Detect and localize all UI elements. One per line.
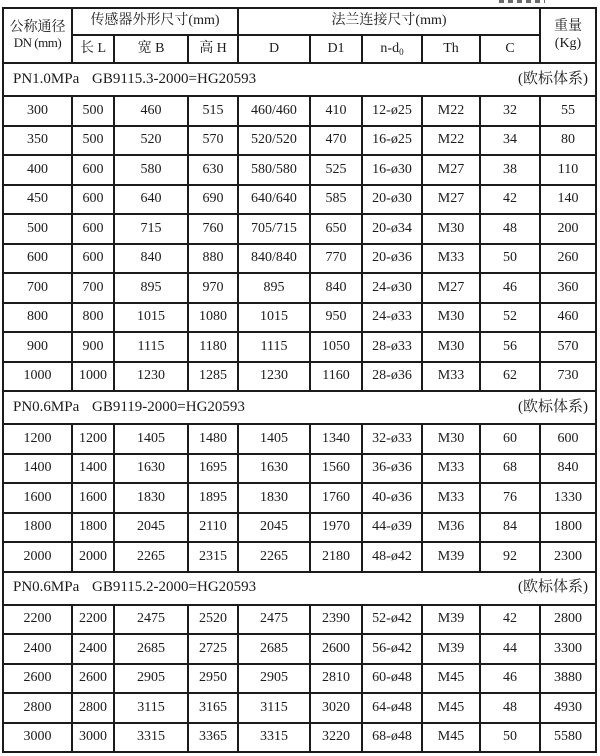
table-row [3, 244, 596, 274]
cell-d: 1830 [238, 483, 310, 513]
cell-dn: 2200 [3, 605, 72, 635]
cell-th: M27 [422, 273, 480, 303]
cell-d: 895 [238, 273, 310, 303]
weight-label-cn: 重量 [554, 19, 582, 35]
cell-d1: 770 [310, 244, 362, 274]
cell-d1: 2390 [310, 605, 362, 635]
table-row [3, 362, 596, 392]
cell-d: 2265 [238, 542, 310, 572]
table-row [3, 303, 596, 333]
cell-d1: 950 [310, 303, 362, 333]
standard-system-note: (欧标体系) [518, 70, 588, 87]
cell-th: M30 [422, 332, 480, 362]
cell-n-d0: 16-ø25 [362, 126, 422, 156]
column-header-nominal-diameter [3, 8, 72, 63]
cell-dn: 800 [3, 303, 72, 333]
cell-n-d0: 12-ø25 [362, 96, 422, 126]
table-row [3, 664, 596, 694]
cell-d1: 650 [310, 214, 362, 244]
cell-c: 42 [480, 185, 540, 215]
cell-n-d0: 40-ø36 [362, 483, 422, 513]
cell-n-d0: 32-ø33 [362, 424, 422, 454]
cell-dn: 2000 [3, 542, 72, 572]
cell-n-d0: 16-ø30 [362, 155, 422, 185]
cell-dn: 350 [3, 126, 72, 156]
table-row [3, 483, 596, 513]
cell-n-d0: 52-ø42 [362, 605, 422, 635]
cell-width-b: 2265 [114, 542, 188, 572]
cell-n-d0: 44-ø39 [362, 513, 422, 543]
cell-length-l: 2800 [72, 693, 114, 723]
column-header-weight [540, 8, 596, 63]
table-row [3, 693, 596, 723]
cell-d: 640/640 [238, 185, 310, 215]
cell-length-l: 800 [72, 303, 114, 333]
table-row [3, 185, 596, 215]
cell-th: M27 [422, 155, 480, 185]
cell-d1: 2180 [310, 542, 362, 572]
cell-c: 56 [480, 332, 540, 362]
cell-length-l: 600 [72, 155, 114, 185]
cell-c: 32 [480, 96, 540, 126]
cell-dn: 900 [3, 332, 72, 362]
cell-th: M27 [422, 185, 480, 215]
cell-n-d0: 20-ø30 [362, 185, 422, 215]
cell-weight: 3880 [540, 664, 596, 694]
cell-height-h: 515 [188, 96, 238, 126]
cell-height-h: 1895 [188, 483, 238, 513]
cell-n-d0: 20-ø36 [362, 244, 422, 274]
cell-d: 2905 [238, 664, 310, 694]
section-header-cell [3, 63, 596, 96]
column-header-width-b: 宽 B [114, 35, 188, 63]
cell-c: 52 [480, 303, 540, 333]
table-row [3, 542, 596, 572]
cell-th: M30 [422, 214, 480, 244]
cell-c: 68 [480, 454, 540, 484]
table-row [3, 605, 596, 635]
cell-length-l: 2600 [72, 664, 114, 694]
cell-d: 580/580 [238, 155, 310, 185]
standard-system-note: (欧标体系) [518, 398, 588, 415]
cell-th: M45 [422, 664, 480, 694]
table-row [3, 273, 596, 303]
cell-width-b: 1230 [114, 362, 188, 392]
cell-length-l: 700 [72, 273, 114, 303]
cell-n-d0: 24-ø30 [362, 273, 422, 303]
cell-n-d0: 28-ø33 [362, 332, 422, 362]
cell-length-l: 2200 [72, 605, 114, 635]
cell-weight: 1330 [540, 483, 596, 513]
cell-length-l: 600 [72, 185, 114, 215]
cell-c: 92 [480, 542, 540, 572]
table-row [3, 723, 596, 753]
cell-n-d0: 60-ø48 [362, 664, 422, 694]
cell-width-b: 640 [114, 185, 188, 215]
cell-width-b: 520 [114, 126, 188, 156]
column-header-c: C [480, 35, 540, 63]
cell-d1: 585 [310, 185, 362, 215]
cell-height-h: 630 [188, 155, 238, 185]
table-row [3, 454, 596, 484]
cell-d1: 840 [310, 273, 362, 303]
cell-height-h: 2950 [188, 664, 238, 694]
cell-d1: 1560 [310, 454, 362, 484]
cell-height-h: 2725 [188, 634, 238, 664]
cell-width-b: 1630 [114, 454, 188, 484]
cell-n-d0: 64-ø48 [362, 693, 422, 723]
cell-length-l: 600 [72, 244, 114, 274]
cell-n-d0: 24-ø33 [362, 303, 422, 333]
cell-weight: 200 [540, 214, 596, 244]
nominal-diameter-label-cn: 公称通径 [9, 19, 66, 35]
cell-length-l: 500 [72, 126, 114, 156]
cell-th: M36 [422, 513, 480, 543]
cell-width-b: 580 [114, 155, 188, 185]
table-body [3, 63, 596, 752]
cell-dn: 300 [3, 96, 72, 126]
cell-dn: 450 [3, 185, 72, 215]
cell-dn: 700 [3, 273, 72, 303]
column-group-flange-dimensions: 法兰连接尺寸(mm) [238, 8, 540, 35]
cell-height-h: 2520 [188, 605, 238, 635]
cell-dn: 2600 [3, 664, 72, 694]
cell-height-h: 760 [188, 214, 238, 244]
cell-width-b: 1405 [114, 424, 188, 454]
cell-dn: 3000 [3, 723, 72, 753]
weight-unit-label: (Kg) [554, 35, 582, 51]
cell-dn: 2400 [3, 634, 72, 664]
column-header-d1: D1 [310, 35, 362, 63]
cell-c: 60 [480, 424, 540, 454]
cell-dn: 2800 [3, 693, 72, 723]
cell-c: 76 [480, 483, 540, 513]
cell-c: 42 [480, 605, 540, 635]
cell-d: 1230 [238, 362, 310, 392]
section-header-row [3, 572, 596, 605]
cell-length-l: 500 [72, 96, 114, 126]
cell-dn: 500 [3, 214, 72, 244]
cell-weight: 2300 [540, 542, 596, 572]
pressure-rating-label: PN0.6MPa [13, 398, 80, 415]
cell-width-b: 2685 [114, 634, 188, 664]
section-header-cell [3, 391, 596, 424]
cell-dn: 1800 [3, 513, 72, 543]
table-row [3, 513, 596, 543]
cell-c: 48 [480, 693, 540, 723]
cell-d1: 1050 [310, 332, 362, 362]
cell-length-l: 900 [72, 332, 114, 362]
cell-d1: 410 [310, 96, 362, 126]
cell-d: 520/520 [238, 126, 310, 156]
cell-weight: 4930 [540, 693, 596, 723]
cell-d: 3315 [238, 723, 310, 753]
cell-height-h: 880 [188, 244, 238, 274]
table-row [3, 155, 596, 185]
cell-weight: 460 [540, 303, 596, 333]
cell-weight: 840 [540, 454, 596, 484]
cell-height-h: 2315 [188, 542, 238, 572]
cell-weight: 80 [540, 126, 596, 156]
table-row [3, 96, 596, 126]
cell-height-h: 2110 [188, 513, 238, 543]
cell-weight: 600 [540, 424, 596, 454]
cell-th: M33 [422, 362, 480, 392]
cell-length-l: 3000 [72, 723, 114, 753]
standard-code-label: GB9115.2-2000=HG20593 [92, 579, 257, 596]
table-row [3, 214, 596, 244]
cell-d1: 3220 [310, 723, 362, 753]
cell-n-d0: 20-ø34 [362, 214, 422, 244]
cell-c: 46 [480, 664, 540, 694]
cell-width-b: 1830 [114, 483, 188, 513]
cell-d: 1405 [238, 424, 310, 454]
cell-length-l: 2000 [72, 542, 114, 572]
cell-d1: 470 [310, 126, 362, 156]
cell-weight: 730 [540, 362, 596, 392]
column-header-height-h: 高 H [188, 35, 238, 63]
cell-weight: 360 [540, 273, 596, 303]
cell-width-b: 3315 [114, 723, 188, 753]
cell-dn: 1200 [3, 424, 72, 454]
cell-d1: 1970 [310, 513, 362, 543]
cell-th: M33 [422, 244, 480, 274]
cell-height-h: 570 [188, 126, 238, 156]
standard-system-note: (欧标体系) [518, 579, 588, 596]
cell-d1: 2810 [310, 664, 362, 694]
cropped-content-artifact [499, 0, 545, 3]
cell-c: 50 [480, 723, 540, 753]
cell-weight: 1800 [540, 513, 596, 543]
cell-dn: 1400 [3, 454, 72, 484]
cell-dn: 1600 [3, 483, 72, 513]
cell-th: M22 [422, 96, 480, 126]
pressure-rating-label: PN1.0MPa [13, 70, 80, 87]
cell-height-h: 690 [188, 185, 238, 215]
cell-d: 3115 [238, 693, 310, 723]
cell-th: M45 [422, 693, 480, 723]
cell-height-h: 3365 [188, 723, 238, 753]
cell-width-b: 895 [114, 273, 188, 303]
standard-code-label: GB9119-2000=HG20593 [92, 398, 245, 415]
cell-weight: 110 [540, 155, 596, 185]
cell-width-b: 715 [114, 214, 188, 244]
header-row-groups [3, 8, 596, 35]
n-d0-base: n-d [380, 40, 400, 56]
cell-width-b: 3115 [114, 693, 188, 723]
cell-d: 2045 [238, 513, 310, 543]
cell-length-l: 1800 [72, 513, 114, 543]
cell-c: 44 [480, 634, 540, 664]
cell-weight: 5580 [540, 723, 596, 753]
cell-c: 48 [480, 214, 540, 244]
cell-weight: 3300 [540, 634, 596, 664]
cell-th: M33 [422, 454, 480, 484]
cell-dn: 400 [3, 155, 72, 185]
header-row-subcolumns [3, 35, 596, 63]
cell-length-l: 1200 [72, 424, 114, 454]
table-row [3, 634, 596, 664]
table-row [3, 126, 596, 156]
cell-n-d0: 56-ø42 [362, 634, 422, 664]
cell-c: 62 [480, 362, 540, 392]
cell-d1: 1160 [310, 362, 362, 392]
nominal-diameter-label-en: DN (mm) [13, 35, 62, 51]
section-header-cell [3, 572, 596, 605]
cell-height-h: 1285 [188, 362, 238, 392]
cell-width-b: 1015 [114, 303, 188, 333]
cell-height-h: 1080 [188, 303, 238, 333]
table-row [3, 332, 596, 362]
cell-length-l: 600 [72, 214, 114, 244]
cell-c: 84 [480, 513, 540, 543]
cell-length-l: 2400 [72, 634, 114, 664]
column-header-length-l: 长 L [72, 35, 114, 63]
cell-weight: 570 [540, 332, 596, 362]
column-group-sensor-dimensions: 传感器外形尺寸(mm) [72, 8, 238, 35]
cell-d1: 2600 [310, 634, 362, 664]
cell-c: 38 [480, 155, 540, 185]
cell-d: 1630 [238, 454, 310, 484]
standard-code-label: GB9115.3-2000=HG20593 [92, 70, 257, 87]
cell-th: M22 [422, 126, 480, 156]
cell-th: M30 [422, 424, 480, 454]
cell-n-d0: 48-ø42 [362, 542, 422, 572]
column-header-n-d0 [362, 35, 422, 63]
cell-c: 34 [480, 126, 540, 156]
cell-d1: 1340 [310, 424, 362, 454]
cell-width-b: 2905 [114, 664, 188, 694]
cell-c: 50 [480, 244, 540, 274]
cell-length-l: 1600 [72, 483, 114, 513]
cell-th: M45 [422, 723, 480, 753]
cell-width-b: 840 [114, 244, 188, 274]
cell-length-l: 1400 [72, 454, 114, 484]
section-header-row [3, 391, 596, 424]
cell-height-h: 970 [188, 273, 238, 303]
cell-width-b: 460 [114, 96, 188, 126]
cell-weight: 260 [540, 244, 596, 274]
cell-height-h: 3165 [188, 693, 238, 723]
n-d0-subscript: 0 [399, 46, 404, 57]
flange-dimension-table [2, 7, 597, 753]
cell-dn: 600 [3, 244, 72, 274]
cell-d: 460/460 [238, 96, 310, 126]
cell-d: 2685 [238, 634, 310, 664]
cell-n-d0: 28-ø36 [362, 362, 422, 392]
column-header-th: Th [422, 35, 480, 63]
cell-length-l: 1000 [72, 362, 114, 392]
cell-d1: 525 [310, 155, 362, 185]
cell-c: 46 [480, 273, 540, 303]
cell-d: 2475 [238, 605, 310, 635]
cell-th: M39 [422, 605, 480, 635]
cell-width-b: 2475 [114, 605, 188, 635]
section-header-row [3, 63, 596, 96]
cell-weight: 140 [540, 185, 596, 215]
cell-height-h: 1180 [188, 332, 238, 362]
cell-th: M39 [422, 542, 480, 572]
cell-d: 705/715 [238, 214, 310, 244]
cell-th: M30 [422, 303, 480, 333]
cell-n-d0: 68-ø48 [362, 723, 422, 753]
cell-d: 840/840 [238, 244, 310, 274]
cell-th: M39 [422, 634, 480, 664]
cell-height-h: 1695 [188, 454, 238, 484]
cell-width-b: 1115 [114, 332, 188, 362]
table-row [3, 424, 596, 454]
cell-d: 1015 [238, 303, 310, 333]
column-header-d: D [238, 35, 310, 63]
cell-n-d0: 36-ø36 [362, 454, 422, 484]
cell-d1: 1760 [310, 483, 362, 513]
cell-dn: 1000 [3, 362, 72, 392]
cell-d: 1115 [238, 332, 310, 362]
cell-th: M33 [422, 483, 480, 513]
pressure-rating-label: PN0.6MPa [13, 579, 80, 596]
cell-weight: 2800 [540, 605, 596, 635]
cell-height-h: 1480 [188, 424, 238, 454]
cell-d1: 3020 [310, 693, 362, 723]
cell-weight: 55 [540, 96, 596, 126]
cell-width-b: 2045 [114, 513, 188, 543]
